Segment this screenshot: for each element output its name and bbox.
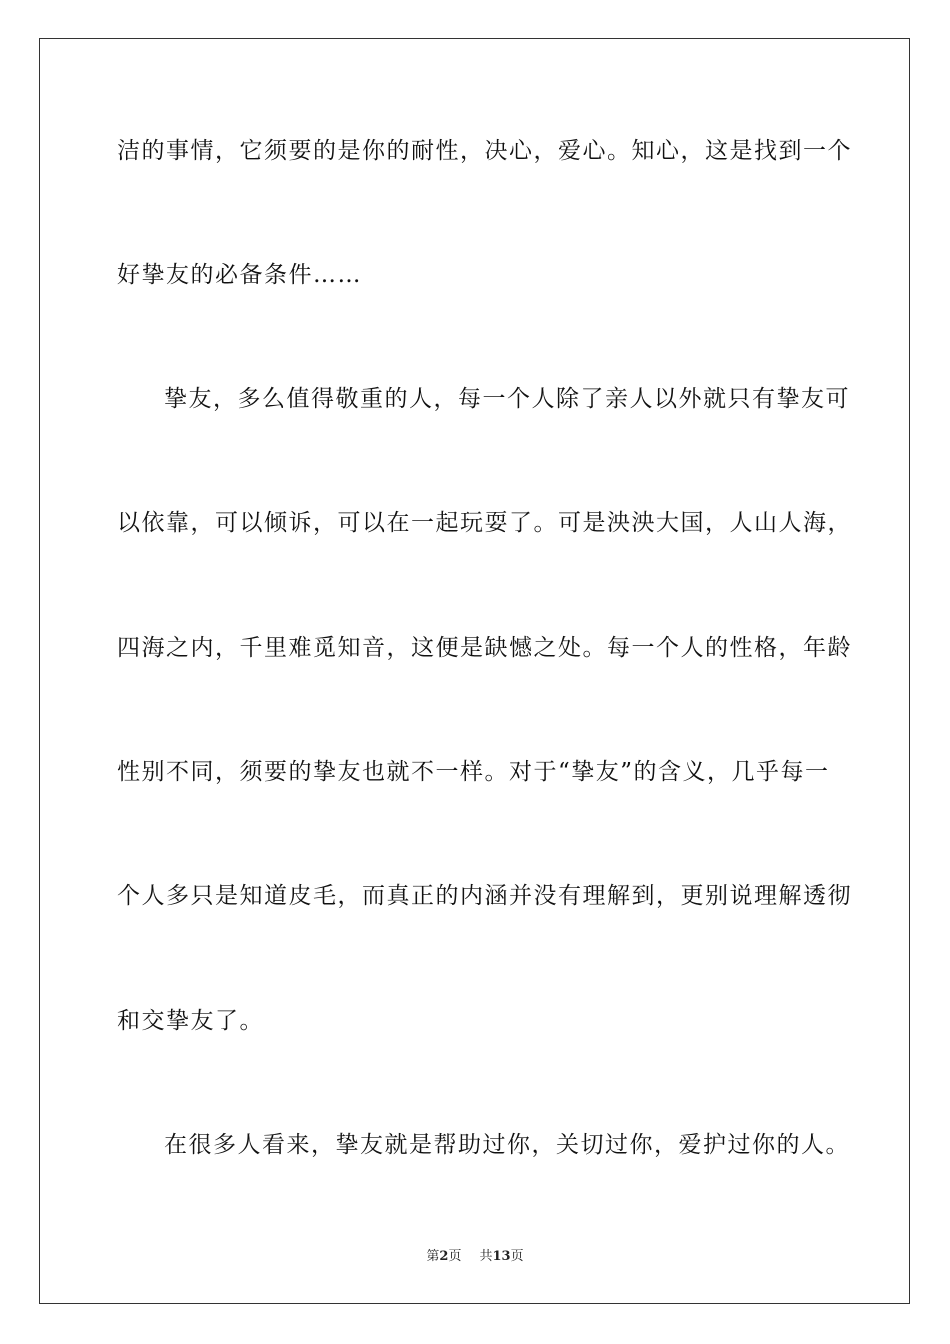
total-suffix: 页 [510, 1249, 524, 1264]
paragraph-line: 四海之内，千里难觅知音，这便是缺憾之处。每一个人的性格，年龄 [117, 635, 852, 661]
paragraph-line: 以依靠，可以倾诉，可以在一起玩耍了。可是泱泱大国，人山人海， [117, 510, 852, 536]
page-suffix: 页 [448, 1249, 462, 1264]
page-number: 2 [439, 1249, 449, 1264]
paragraph-line: 性别不同，须要的挚友也就不一样。对于“挚友”的含义，几乎每一 [117, 759, 830, 785]
total-pages: 13 [492, 1249, 511, 1264]
page-prefix: 第 [426, 1249, 440, 1264]
total-prefix: 共 [479, 1249, 493, 1264]
page-footer [0, 1248, 950, 1266]
paragraph-line: 个人多只是知道皮毛，而真正的内涵并没有理解到，更别说理解透彻 [117, 883, 852, 909]
paragraph-line: 在很多人看来，挚友就是帮助过你，关切过你，爱护过你的人。 [164, 1132, 850, 1158]
page-frame [39, 38, 910, 1304]
paragraph-line: 洁的事情，它须要的是你的耐性，决心，爱心。知心，这是找到一个 [117, 138, 852, 164]
paragraph-line: 挚友，多么值得敬重的人，每一个人除了亲人以外就只有挚友可 [164, 386, 850, 412]
paragraph-line: 和交挚友了。 [117, 1008, 264, 1034]
paragraph-line: 好挚友的必备条件…… [117, 262, 362, 288]
